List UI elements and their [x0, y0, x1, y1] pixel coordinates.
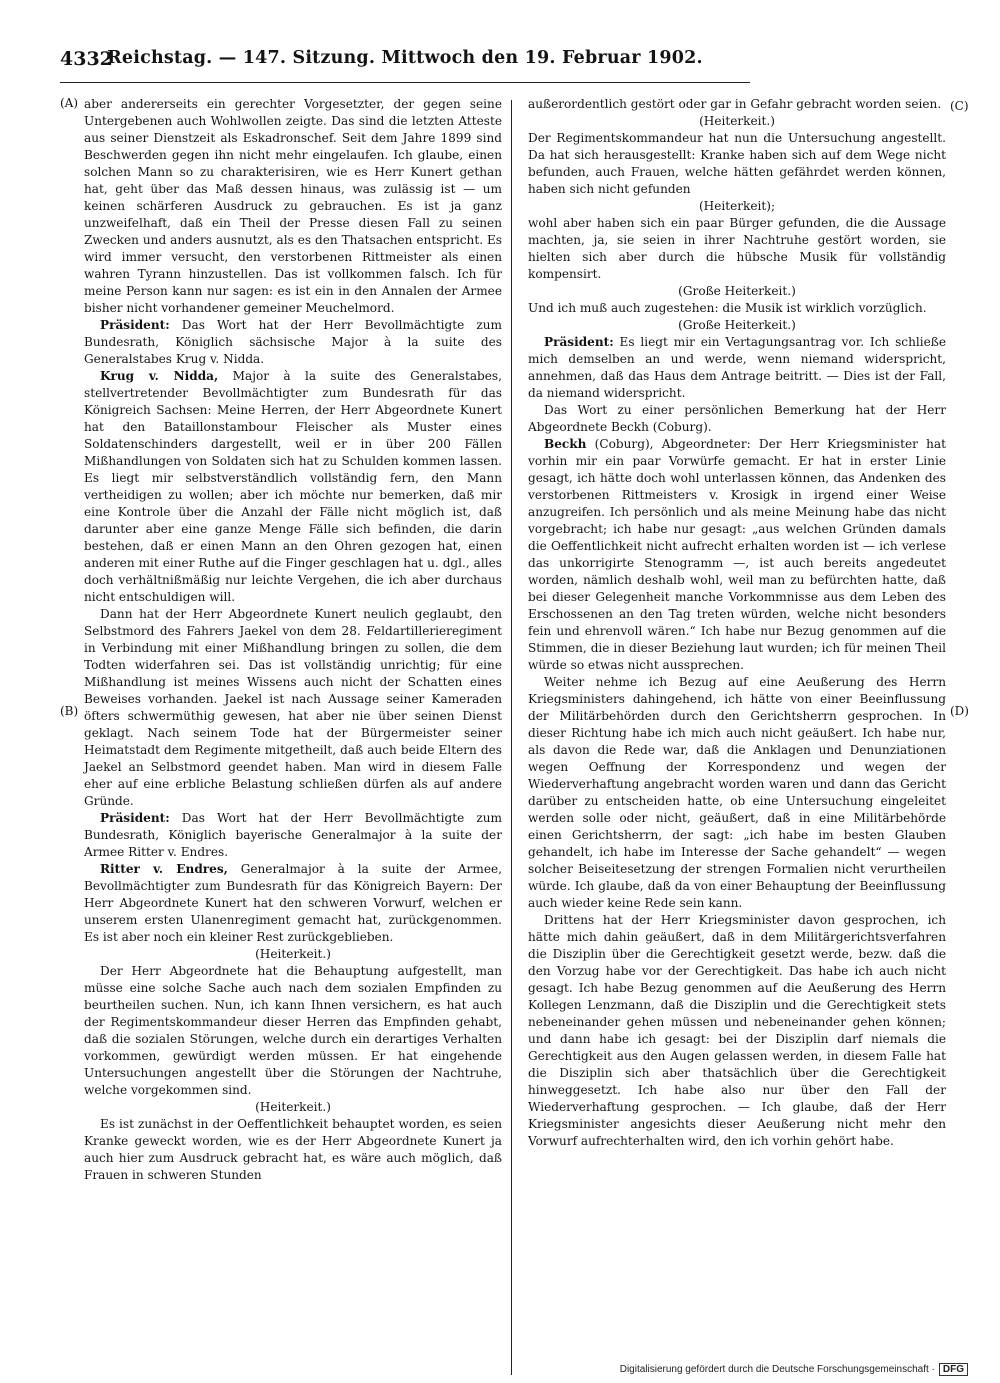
paragraph	[84, 317, 502, 368]
paragraph	[84, 606, 502, 810]
paragraph-text: außerordentlich gestört oder gar in Gefahr gebracht worden seien.	[528, 97, 942, 111]
paragraph	[84, 810, 502, 861]
paragraph-text: (Heiterkeit);	[698, 199, 776, 213]
paragraph-text: (Heiterkeit.)	[255, 1100, 331, 1114]
paragraph	[84, 963, 502, 1099]
paragraph-text: Das Wort hat der Herr Bevollmächtigte zum Bundesrath, Königlich bayerische Generalmajor à la suite der Armee Ritter v. Endres.	[84, 811, 502, 859]
paragraph-text: Major à la suite des Generalstabes, stellvertretender Bevollmächtigter zum Bundesrath für das Königreich Sachsen: Meine Herren, der Herr Abgeordnete Kunert hat den Bataillonstambour Fleischer als Muster eines Soldatenschinders dargestellt, weil er in über 200 Fällen Mißhandlungen von Soldaten sich hat zu Schulden kommen lassen. Es liegt mir selbstverständlich vollständig fern, den Mann vertheidigen zu wollen; aber ich möchte nur bemerken, daß mir eine Kontrole über die Anzahl der Fälle nicht möglich ist, daß darunter aber eine ganze Menge Fälle sich befinden, die darin bestehen, daß er einen Mann an den Ohren gezogen hat, einen anderen mit einer Ruthe auf die Finger geschlagen hat u. dgl., alles doch verhältnißmäßig nur leichte Vergehen, die ich aber durchaus nicht entschuldigen will.	[84, 369, 502, 604]
paragraph-text: Weiter nehme ich Bezug auf eine Aeußerung des Herrn Kriegsministers dahingehend, ich hätte von einer Beeinflussung der Militärbehörden durch den Gerichtsherrn gesprochen. In dieser Richtung habe ich mich auch nicht geäußert. Ich habe nur, als davon die Rede war, daß die Anklagen und Denunziationen wegen Oeffnung der Korrespondenz und wegen der Wiederverhaftung angebracht worden waren und dann das Gericht darüber zu entscheiden hatte, ob eine Untersuchung eingeleitet werden solle oder nicht, geäußert, daß in eine Militärbehörde einen Gerichtsherrn, der sagt: „ich habe im besten Glauben gehandelt, ich habe im Interesse der Sache gehandelt“ — wegen solcher Beiseitesetzung der strengen Formalien nicht verurtheilen würde. Ich glaube, daß da von einer Behauptung der Beeinflussung auch wieder keine Rede sein kann.	[528, 675, 946, 910]
paragraph-text: Und ich muß auch zugestehen: die Musik ist wirklich vorzüglich.	[528, 301, 927, 315]
paragraph-text: Das Wort hat der Herr Bevollmächtigte zum Bundesrath, Königlich sächsische Major à la suite des Generalstabes Krug v. Nidda.	[84, 318, 502, 366]
column-divider	[511, 100, 512, 1375]
paragraph	[528, 215, 946, 283]
footer-credit	[620, 1363, 968, 1376]
footer-text: Digitalisierung gefördert durch die Deutsche Forschungsgemeinschaft ·	[619, 1364, 935, 1375]
paragraph-text: Es liegt mir ein Vertagungsantrag vor. Ich schließe mich demselben an und werde, wenn niemand widerspricht, annehmen, daß das Haus dem Antrage beitritt. — Dies ist der Fall, da niemand widerspricht.	[528, 335, 946, 400]
speaker-name: Präsident:	[100, 318, 170, 332]
paragraph-text: (Coburg), Abgeordneter: Der Herr Kriegsminister hat vorhin mir ein paar Vorwürfe gemacht. Er hat in erster Linie gesagt, ich hätte doch wohl unterlassen können, das Andenken des verstorbenen Rittmeisters v. Krosigk in irgend einer Weise anzugreifen. Ich persönlich und als meine Meinung habe das nicht vorgebracht; ich habe nur gesagt: „aus welchen Gründen damals die Oeffentlichkeit nicht aufrecht erhalten worden ist — ich verlese das unkorrigirte Stenogramm —, ist auch bereits angedeutet worden, nämlich deshalb wohl, weil man zu befürchten hatte, daß bei dieser Gelegenheit manche Vorkommnisse aus dem Leben des Erschossenen an den Tag treten würden, welche nicht besonders fein und ehrenvoll wären.“ Ich habe nur Bezug genommen auf die Stimmen, die in dieser Beziehung laut wurden; ich für meinen Theil würde so etwas nicht aussprechen.	[528, 437, 946, 672]
page-header	[60, 48, 750, 74]
speaker-name: Krug v. Nidda,	[100, 369, 219, 383]
paragraph	[528, 130, 946, 198]
interjection	[84, 946, 502, 963]
paragraph-text: (Große Heiterkeit.)	[678, 318, 796, 332]
paragraph	[528, 402, 946, 436]
interjection	[528, 317, 946, 334]
paragraph	[528, 300, 946, 317]
paragraph-text: Generalmajor à la suite der Armee, Bevollmächtigter zum Bundesrath für das Königreich Bayern: Der Herr Abgeordnete Kunert hat den schweren Vorwurf, welchen er unserem ersten Ulanenregiment gemacht hat, zurückgenommen. Es ist aber noch ein kleiner Rest zurückgeblieben.	[84, 862, 502, 944]
page-title: Reichstag. — 147. Sitzung. Mittwoch den 19. Februar 1902.	[107, 48, 703, 68]
paragraph-text: Der Regimentskommandeur hat nun die Untersuchung angestellt. Da hat sich herausgestellt: Kranke haben sich auf dem Wege nicht befunden, auch Frauen, welche hätten gefährdet werden können, haben sich nicht gefunden	[528, 131, 946, 196]
paragraph-text: Das Wort zu einer persönlichen Bemerkung hat der Herr Abgeordnete Beckh (Coburg).	[528, 403, 946, 434]
paragraph	[528, 96, 946, 113]
speaker-name: Präsident:	[100, 811, 170, 825]
left-text-column	[84, 96, 502, 1184]
paragraph	[528, 436, 946, 674]
interjection	[528, 283, 946, 300]
margin-mark-d: (D)	[950, 704, 969, 718]
paragraph-text: Drittens hat der Herr Kriegsminister davon gesprochen, ich hätte mich dahin geäußert, daß in dem Militärgerichtsverfahren die Disziplin über die Gerechtigkeit gesetzt werde, bezw. daß die den Vorzug habe vor der Gerechtigkeit. Das habe ich auch nicht gesagt. Ich habe Bezug genommen auf die Aeußerung des Herrn Kollegen Lenzmann, daß die Disziplin und die Gerechtigkeit stets nebeneinander gehen müssen und nebeneinander gehen können; und dann habe ich gesagt: bei der Disziplin darf niemals die Gerechtigkeit aus den Augen gelassen werden, in diesem Falle hat die Disziplin sich aber thatsächlich über die Gerechtigkeit hinweggesetzt. Ich habe also nur über den Fall der Wiederverhaftung gesprochen. — Ich glaube, daß der Herr Kriegsminister angesichts dieser Aeußerung nicht mehr den Vorwurf aufrechterhalten wird, den ich vorhin gehört habe.	[528, 913, 946, 1148]
paragraph	[84, 1116, 502, 1184]
paragraph-text: aber andererseits ein gerechter Vorgesetzter, der gegen seine Untergebenen auch Wohlwollen zeigte. Das sind die letzten Atteste aus seiner Dienstzeit als Eskadronschef. Seit dem Jahre 1899 sind Beschwerden gegen ihn nicht mehr eingelaufen. Ich glaube, einen solchen Mann so zu charakterisiren, wie es Herr Kunert gethan hat, geht über das Maß dessen hinaus, was zulässig ist — um keinen schärferen Ausdruck zu gebrauchen. Es ist ja ganz unzweifelhaft, daß ein Theil der Presse diesen Fall zu seinen Zwecken und anders ausnutzt, als es den Thatsachen entspricht. Es wird immer versucht, den verstorbenen Rittmeister als einen wahren Tyrann hinzustellen. Das ist vollkommen falsch. Ich für meine Person kann nur sagen: es ist ein in den Annalen der Armee bisher nicht vorhandener gemeiner Meuchelmord.	[84, 97, 502, 315]
paragraph	[84, 96, 502, 317]
paragraph-text: (Heiterkeit.)	[255, 947, 331, 961]
speaker-name: Beckh	[544, 437, 587, 451]
paragraph	[84, 861, 502, 946]
margin-mark-b: (B)	[60, 704, 79, 718]
interjection	[528, 198, 946, 215]
paragraph-text: wohl aber haben sich ein paar Bürger gefunden, die die Aussage machten, ja, sie seien in ihrer Nachtruhe gestört worden, sie hielten sich aber durch die hübsche Musik für vollständig kompensirt.	[528, 216, 946, 281]
paragraph	[84, 368, 502, 606]
paragraph-text: Es ist zunächst in der Oeffentlichkeit behauptet worden, es seien Kranke geweckt worden, wie es der Herr Abgeordnete Kunert ja auch hier zum Ausdruck gebracht hat, es wäre auch möglich, daß Frauen in schweren Stunden	[84, 1117, 502, 1182]
paragraph-text: Der Herr Abgeordnete hat die Behauptung aufgestellt, man müsse eine solche Sache auch nach dem sozialen Empfinden zu beurtheilen suchen. Nun, ich kann Ihnen versichern, es hat auch der Regimentskommandeur dieser Herren das Empfinden gehabt, daß die sozialen Störungen, welche durch ein derartiges Verhalten vorkommen, gewürdigt werden müssen. Er hat eingehende Untersuchungen angestellt über die Störungen der Nachtruhe, welche vorgekommen sind.	[84, 964, 502, 1097]
interjection	[84, 1099, 502, 1116]
paragraph-text: Dann hat der Herr Abgeordnete Kunert neulich geglaubt, den Selbstmord des Fahrers Jaekel von dem 28. Feldartillerieregiment in Verbindung mit einer Mißhandlung bringen zu sollen, die dem Todten widerfahren sei. Das ist vollständig unrichtig; für eine Mißhandlung ist meines Wissens auch nicht der Schatten eines Beweises vorhanden. Jaekel ist nach Aussage seiner Kameraden öfters schwermüthig gewesen, hat aber nie über seinen Dienst geklagt. Nach seinem Tode hat der Bürgermeister seiner Heimatstadt dem Regimente mitgetheilt, daß auch beide Eltern des Jaekel an Selbstmord geendet haben. Man wird in diesem Falle eher auf eine erbliche Belastung schließen dürfen als auf andere Gründe.	[84, 607, 502, 808]
page-number: 4332	[60, 48, 113, 70]
dfg-logo: DFG	[939, 1363, 968, 1376]
right-text-column	[528, 96, 946, 1150]
header-rule	[60, 82, 750, 83]
paragraph-text: (Heiterkeit.)	[699, 114, 775, 128]
speaker-name: Präsident:	[544, 335, 614, 349]
margin-mark-a: (A)	[60, 96, 79, 110]
paragraph	[528, 674, 946, 912]
speaker-name: Ritter v. Endres,	[100, 862, 228, 876]
interjection	[528, 113, 946, 130]
paragraph	[528, 334, 946, 402]
margin-mark-c: (C)	[950, 99, 969, 113]
paragraph-text: (Große Heiterkeit.)	[678, 284, 796, 298]
paragraph	[528, 912, 946, 1150]
